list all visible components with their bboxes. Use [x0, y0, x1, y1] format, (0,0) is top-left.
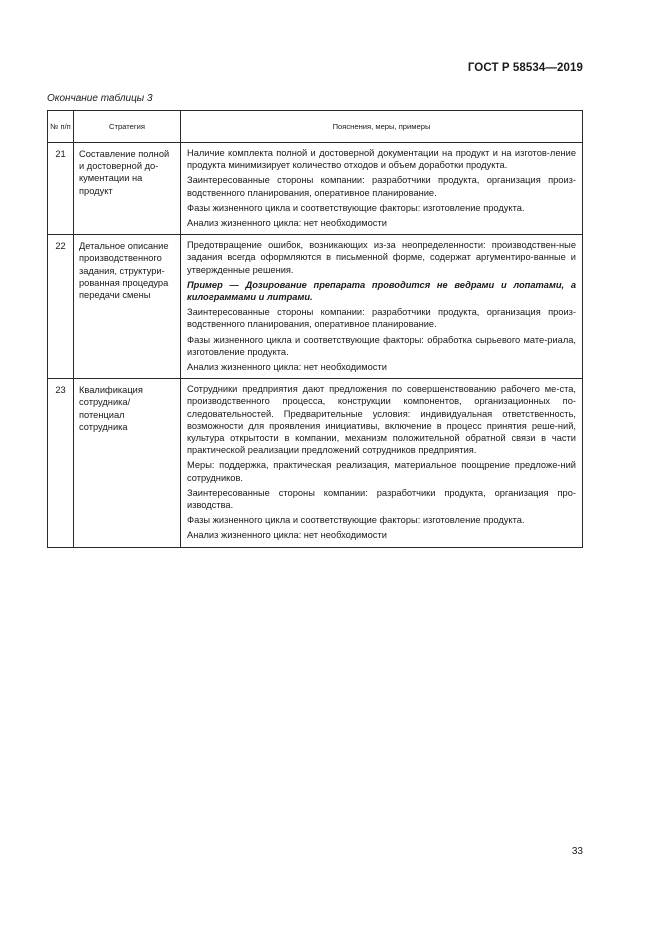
- explanation-paragraph: Фазы жизненного цикла и соответствующие факторы: изготовление продукта.: [187, 202, 525, 213]
- explanation-paragraph: Сотрудники предприятия дают предложения по совершенствованию рабочего ме-ста, производственного процесса, конструкции компонентов, организационных по-следовательностей. Предварительные условия: индивидуальная ответственность, возможности для проявления инициативы, включение в процесс принятия реше-ний, культура открытости в компании, механизм положительной обратной связи в части практической реализации предложений сотрудников предприятия.: [187, 384, 576, 456]
- row-strategy: Составление полной и достоверной до-кументации на продукт: [74, 143, 181, 235]
- document-code: ГОСТ Р 58534—2019: [467, 62, 583, 74]
- column-header-strategy: Стратегия: [74, 111, 181, 143]
- explanation-paragraph: Фазы жизненного цикла и соответствующие факторы: обработка сырьевого мате-риала, изготовление продукта.: [187, 334, 576, 357]
- table-caption: Окончание таблицы 3: [47, 93, 153, 104]
- row-explanation: [181, 143, 583, 235]
- explanation-paragraph: Заинтересованные стороны компании: разработчики продукта, организация произ-водственного планирования, оперативное планирование.: [187, 307, 576, 330]
- row-explanation: [181, 235, 583, 379]
- explanation-paragraph: Анализ жизненного цикла: нет необходимости: [187, 218, 387, 229]
- explanation-paragraph: Предотвращение ошибок, возникающих из-за неопределенности: производствен-ные задания всегда оформляются в письменной форме, содержат аргументиро-ванные и утвержденные решения.: [187, 240, 576, 275]
- explanation-paragraph: Заинтересованные стороны компании: разработчики продукта, организация произ-водственного планирования, оперативное планирование.: [187, 175, 576, 198]
- table-row: [48, 379, 583, 547]
- row-strategy: Детальное описание производственного задания, структури-рованная процедура передачи смены: [74, 235, 181, 379]
- example-paragraph: Пример — Дозирование препарата проводится не ведрами и лопатами, а килограммами и литрами.: [187, 279, 576, 303]
- page-number: 33: [571, 846, 583, 857]
- explanation-paragraph: Фазы жизненного цикла и соответствующие факторы: изготовление продукта.: [187, 515, 525, 526]
- table-row: [48, 143, 583, 235]
- row-strategy: Квалификация сотрудника/ потенциал сотрудника: [74, 379, 181, 547]
- row-explanation: [181, 379, 583, 547]
- explanation-paragraph: Заинтересованные стороны компании: разработчики продукта, организация про-изводства.: [187, 487, 576, 511]
- explanation-paragraph: Наличие комплекта полной и достоверной документации на продукт и на изготов-ление продукта минимизирует количество отходов и объем доработки продукта.: [187, 148, 576, 171]
- column-header-explanation: Пояснения, меры, примеры: [181, 111, 583, 143]
- explanation-paragraph: Меры: поддержка, практическая реализация, материальное поощрение предложе-ний сотрудников.: [187, 460, 576, 483]
- explanation-paragraph: Анализ жизненного цикла: нет необходимости: [187, 530, 387, 541]
- row-number: 23: [48, 379, 74, 547]
- row-number: 22: [48, 235, 74, 379]
- row-number: 21: [48, 143, 74, 235]
- column-header-num: № п/п: [48, 111, 74, 143]
- strategy-table: [47, 110, 583, 548]
- table-header-row: [48, 111, 583, 143]
- explanation-paragraph: Анализ жизненного цикла: нет необходимости: [187, 362, 387, 373]
- table-row: [48, 235, 583, 379]
